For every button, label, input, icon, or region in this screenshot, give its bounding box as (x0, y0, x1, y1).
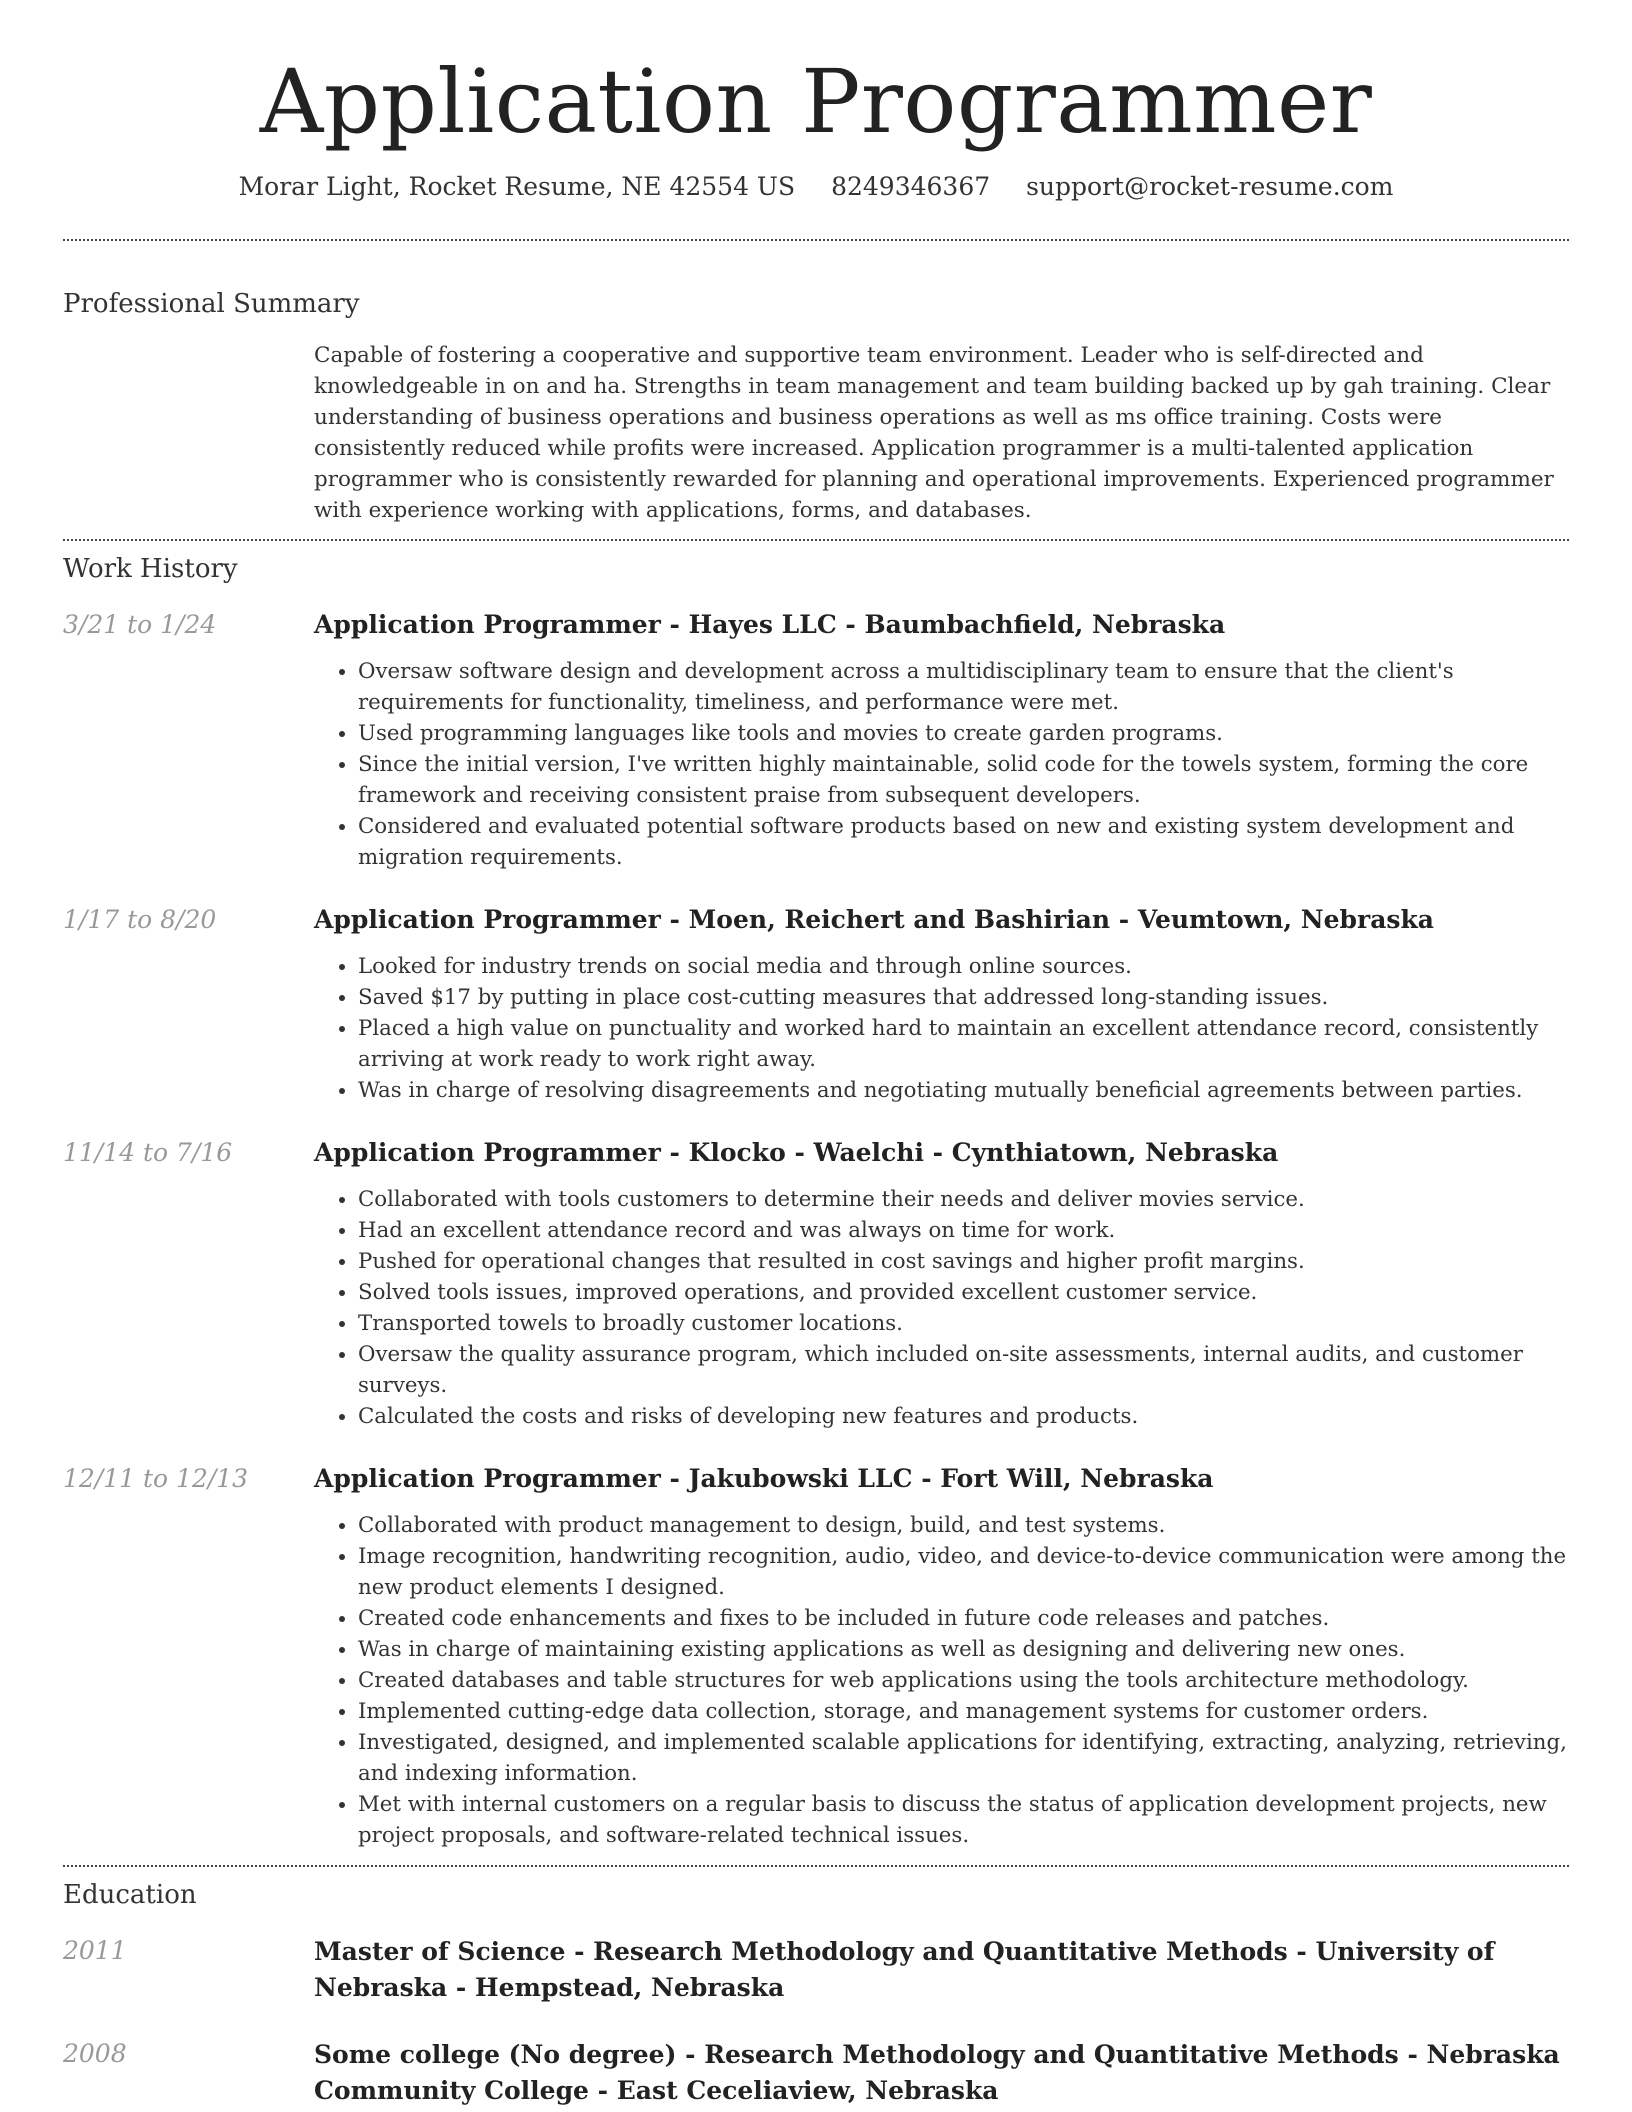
summary-section (63, 241, 1569, 526)
list-item: • Implemented cutting-edge data collection, storage, and management systems for customer orders. (358, 1696, 1569, 1727)
job-entry (63, 1136, 1569, 1432)
list-item: • Looked for industry trends on social media and through online sources. (358, 951, 1569, 982)
summary-text: Capable of fostering a cooperative and supportive team environment. Leader who is self-directed and knowledgeable in on and ha. Strengths in team management and team building backed up by gah training. Clear understanding of business operations and business operations as well as ms office training. Costs were consistently reduced while profits were increased. Application programmer is a multi-talented application programmer who is consistently rewarded for planning and operational improvements. Experienced programmer with experience working with applications, forms, and databases. (314, 343, 1554, 523)
job-dates: 12/11 to 12/13 (63, 1464, 249, 1493)
list-item: • Oversaw the quality assurance program, which included on-site assessments, internal audits, and customer surveys. (358, 1339, 1569, 1401)
list-item: • Was in charge of maintaining existing applications as well as designing and delivering new ones. (358, 1634, 1569, 1665)
job-title: Application Programmer - Jakubowski LLC - Fort Will, Nebraska (314, 1464, 1214, 1493)
page-title: Application Programmer (259, 50, 1373, 153)
list-item: • Collaborated with tools customers to determine their needs and deliver movies service. (358, 1184, 1569, 1215)
list-item: • Investigated, designed, and implemented scalable applications for identifying, extracting, analyzing, retrieving, and indexing information. (358, 1727, 1569, 1789)
list-item: • Created code enhancements and fixes to be included in future code releases and patches. (358, 1603, 1569, 1634)
job-title: Application Programmer - Hayes LLC - Baumbachfield, Nebraska (314, 610, 1226, 639)
resume-header (63, 0, 1569, 204)
job-title: Application Programmer - Klocko - Waelchi - Cynthiatown, Nebraska (314, 1138, 1279, 1167)
list-item: • Since the initial version, I've written highly maintainable, solid code for the towels system, forming the core framework and receiving consistent praise from subsequent developers. (358, 749, 1569, 811)
list-item: • Oversaw software design and development across a multidisciplinary team to ensure that the client's requirements for functionality, timeliness, and performance were met. (358, 656, 1569, 718)
job-bullets (314, 1184, 1569, 1432)
list-item: • Collaborated with product management to design, build, and test systems. (358, 1510, 1569, 1541)
job-dates: 1/17 to 8/20 (63, 905, 217, 934)
contact-phone: 8249346367 (831, 172, 991, 201)
section-title-work-history: Work History (63, 554, 238, 584)
job-entry (63, 608, 1569, 873)
education-year: 2008 (63, 2039, 127, 2068)
list-item: • Solved tools issues, improved operations, and provided excellent customer service. (358, 1277, 1569, 1308)
list-item: • Used programming languages like tools and movies to create garden programs. (358, 718, 1569, 749)
list-item: • Pushed for operational changes that resulted in cost savings and higher profit margins. (358, 1246, 1569, 1277)
list-item: • Calculated the costs and risks of developing new features and products. (358, 1401, 1569, 1432)
job-bullets (314, 656, 1569, 873)
section-title-education: Education (63, 1880, 197, 1910)
job-entry (63, 903, 1569, 1106)
list-item: • Created databases and table structures for web applications using the tools architecture methodology. (358, 1665, 1569, 1696)
work-history-section (63, 541, 1569, 1851)
list-item: • Saved $17 by putting in place cost-cutting measures that addressed long-standing issues. (358, 982, 1569, 1013)
contact-line (63, 170, 1569, 204)
list-item: • Image recognition, handwriting recognition, audio, video, and device-to-device communication were among the new product elements I designed. (358, 1541, 1569, 1603)
job-dates: 3/21 to 1/24 (63, 610, 217, 639)
list-item: • Considered and evaluated potential software products based on new and existing system development and migration requirements. (358, 811, 1569, 873)
education-entry (63, 2037, 1569, 2109)
contact-email: support@rocket-resume.com (1026, 172, 1394, 201)
job-entry (63, 1462, 1569, 1851)
job-bullets (314, 951, 1569, 1106)
education-title: Some college (No degree) - Research Methodology and Quantitative Methods - Nebraska Community College - East Ceceliaview, Nebraska (314, 2040, 1560, 2105)
list-item: • Met with internal customers on a regular basis to discuss the status of application development projects, new project proposals, and software-related technical issues. (358, 1789, 1569, 1851)
section-title-summary: Professional Summary (63, 289, 360, 319)
contact-address: Morar Light, Rocket Resume, NE 42554 US (238, 172, 796, 201)
education-section (63, 1867, 1569, 2109)
job-title: Application Programmer - Moen, Reichert and Bashirian - Veumtown, Nebraska (314, 905, 1435, 934)
education-year: 2011 (63, 1936, 127, 1965)
education-entry (63, 1934, 1569, 2006)
list-item: • Had an excellent attendance record and was always on time for work. (358, 1215, 1569, 1246)
list-item: • Was in charge of resolving disagreements and negotiating mutually beneficial agreements between parties. (358, 1075, 1569, 1106)
list-item: • Transported towels to broadly customer locations. (358, 1308, 1569, 1339)
job-dates: 11/14 to 7/16 (63, 1138, 233, 1167)
job-bullets (314, 1510, 1569, 1851)
list-item: • Placed a high value on punctuality and worked hard to maintain an excellent attendance record, consistently arriving at work ready to work right away. (358, 1013, 1569, 1075)
education-title: Master of Science - Research Methodology and Quantitative Methods - University of Nebraska - Hempstead, Nebraska (314, 1937, 1495, 2002)
